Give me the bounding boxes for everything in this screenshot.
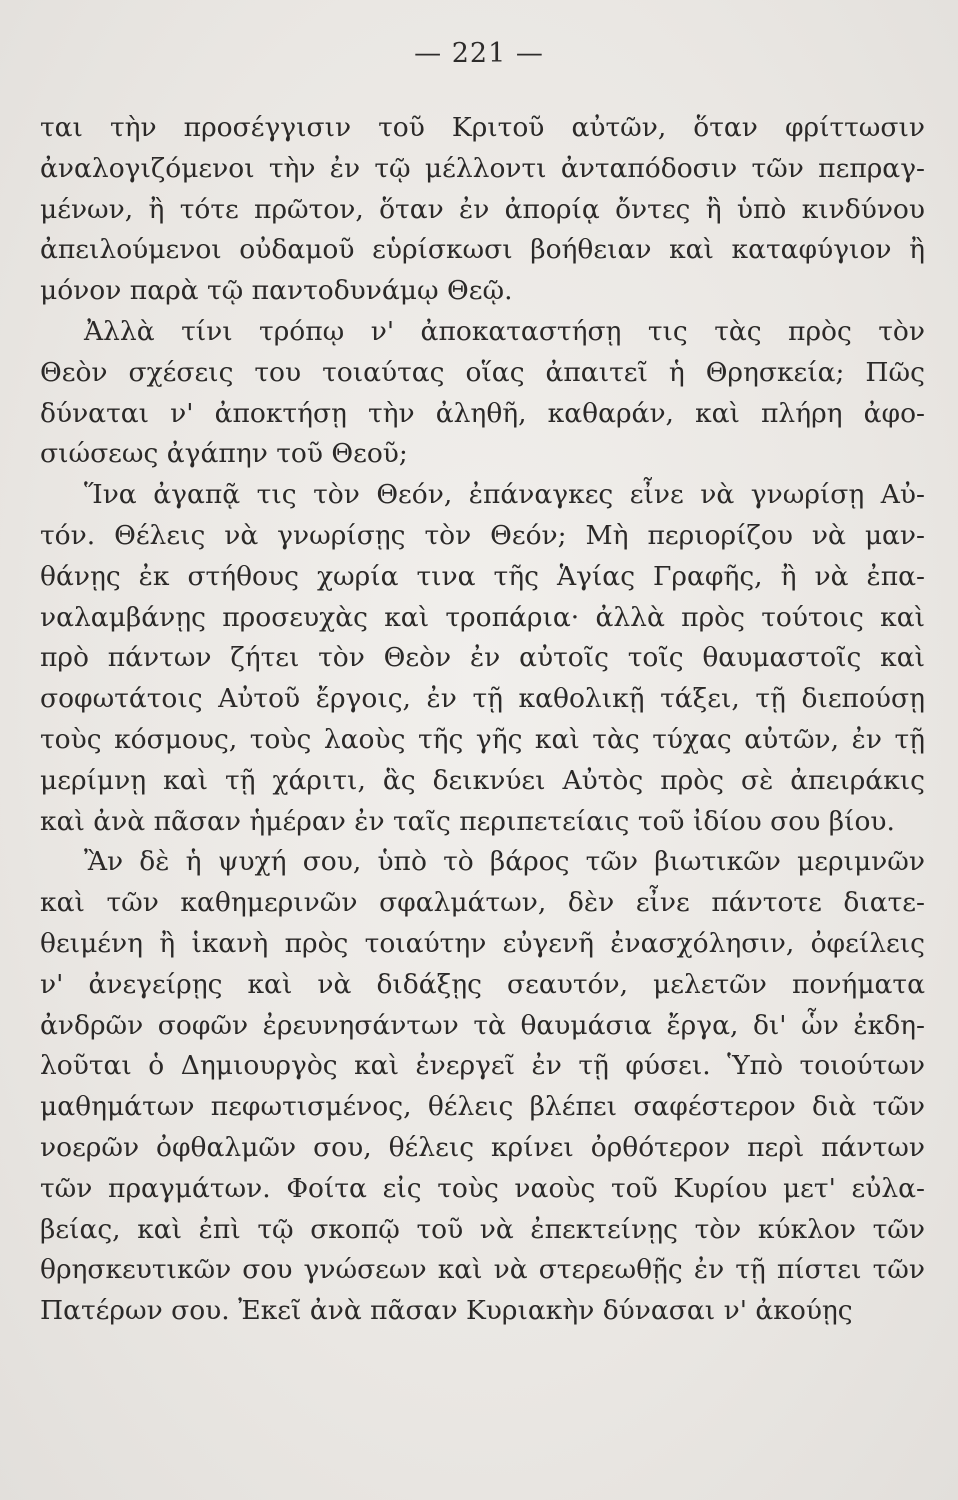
- text-line: καὶ τῶν καθημερινῶν σφαλμάτων, δὲν εἶνε πάντοτε διατε-: [40, 887, 925, 919]
- text-line: μόνον παρὰ τῷ παντοδυνάμῳ Θεῷ.: [40, 275, 513, 307]
- text-line: δύναται ν' ἀποκτήσῃ τὴν ἀληθῆ, καθαράν, καὶ πλήρη ἀφο-: [40, 397, 925, 429]
- text-line: Πατέρων σου. Ἐκεῖ ἀνὰ πᾶσαν Κυριακὴν δύνασαι ν' ἀκούῃς: [40, 1295, 853, 1327]
- text-line: Ἵνα ἀγαπᾷ τις τὸν Θεόν, ἐπάναγκες εἶνε νὰ γνωρίσῃ Αὐ-: [84, 479, 925, 511]
- text-line: θάνῃς ἐκ στήθους χωρία τινα τῆς Ἁγίας Γραφῆς, ἢ νὰ ἐπα-: [40, 560, 925, 592]
- text-line: τόν. Θέλεις νὰ γνωρίσῃς τὸν Θεόν; Μὴ περιορίζου νὰ μαν-: [40, 519, 925, 551]
- text-line: πρὸ πάντων ζήτει τὸν Θεὸν ἐν αὐτοῖς τοῖς θαυμαστοῖς καὶ: [40, 642, 925, 674]
- text-line: μαθημάτων πεφωτισμένος, θέλεις βλέπει σαφέστερον διὰ τῶν: [40, 1091, 925, 1123]
- text-line: Ἀλλὰ τίνι τρόπῳ ν' ἀποκαταστήσῃ τις τὰς πρὸς τὸν: [84, 315, 925, 347]
- text-line: νοερῶν ὀφθαλμῶν σου, θέλεις κρίνει ὀρθότερον περὶ πάντων: [40, 1131, 925, 1163]
- text-line: θρησκευτικῶν σου γνώσεων καὶ νὰ στερεωθῇς ἐν τῇ πίστει τῶν: [40, 1254, 925, 1286]
- text-line: Θεὸν σχέσεις του τοιαύτας οἵας ἀπαιτεῖ ἡ Θρησκεία; Πῶς: [40, 356, 925, 388]
- page-number: — 221 —: [414, 38, 544, 69]
- text-line: καὶ ἀνὰ πᾶσαν ἡμέραν ἐν ταῖς περιπετείαις τοῦ ἰδίου σου βίου.: [40, 805, 895, 837]
- text-line: μένων, ἢ τότε πρῶτον, ὅταν ἐν ἀπορίᾳ ὄντες ἢ ὑπὸ κινδύνου: [40, 193, 925, 225]
- text-line: ἀνδρῶν σοφῶν ἐρευνησάντων τὰ θαυμάσια ἔργα, δι' ὧν ἐκδη-: [40, 1009, 925, 1041]
- text-line: ται τὴν προσέγγισιν τοῦ Κριτοῦ αὐτῶν, ὅταν φρίττωσιν: [40, 112, 925, 143]
- text-line: θειμένη ἢ ἱκανὴ πρὸς τοιαύτην εὐγενῆ ἐνασχόλησιν, ὀφείλεις: [40, 927, 925, 959]
- text-line: βείας, καὶ ἐπὶ τῷ σκοπῷ τοῦ νὰ ἐπεκτείνῃς τὸν κύκλον τῶν: [40, 1213, 925, 1245]
- text-line: σιώσεως ἀγάπην τοῦ Θεοῦ;: [40, 438, 408, 470]
- text-line: ναλαμβάνῃς προσευχὰς καὶ τροπάρια· ἀλλὰ πρὸς τούτοις καὶ: [40, 601, 925, 633]
- body-text: [40, 108, 925, 1332]
- text-line: Ἂν δὲ ἡ ψυχή σου, ὑπὸ τὸ βάρος τῶν βιωτικῶν μεριμνῶν: [84, 846, 925, 878]
- text-line: τῶν πραγμάτων. Φοίτα εἰς τοὺς ναοὺς τοῦ Κυρίου μετ' εὐλα-: [40, 1172, 925, 1204]
- text-line: σοφωτάτοις Αὐτοῦ ἔργοις, ἐν τῇ καθολικῇ τάξει, τῇ διεπούσῃ: [40, 683, 925, 715]
- text-line: ἀπειλούμενοι οὐδαμοῦ εὑρίσκωσι βοήθειαν καὶ καταφύγιον ἢ: [40, 234, 925, 266]
- text-line: μερίμνῃ καὶ τῇ χάριτι, ἃς δεικνύει Αὐτὸς πρὸς σὲ ἀπειράκις: [40, 764, 925, 796]
- text-line: τοὺς κόσμους, τοὺς λαοὺς τῆς γῆς καὶ τὰς τύχας αὐτῶν, ἐν τῇ: [40, 723, 925, 755]
- text-line: ν' ἀνεγείρῃς καὶ νὰ διδάξῃς σεαυτόν, μελετῶν πονήματα: [40, 968, 925, 1000]
- text-line: ἀναλογιζόμενοι τὴν ἐν τῷ μέλλοντι ἀνταπόδοσιν τῶν πεπραγ-: [40, 152, 925, 184]
- text-line: λοῦται ὁ Δημιουργὸς καὶ ἐνεργεῖ ἐν τῇ φύσει. Ὑπὸ τοιούτων: [40, 1050, 925, 1082]
